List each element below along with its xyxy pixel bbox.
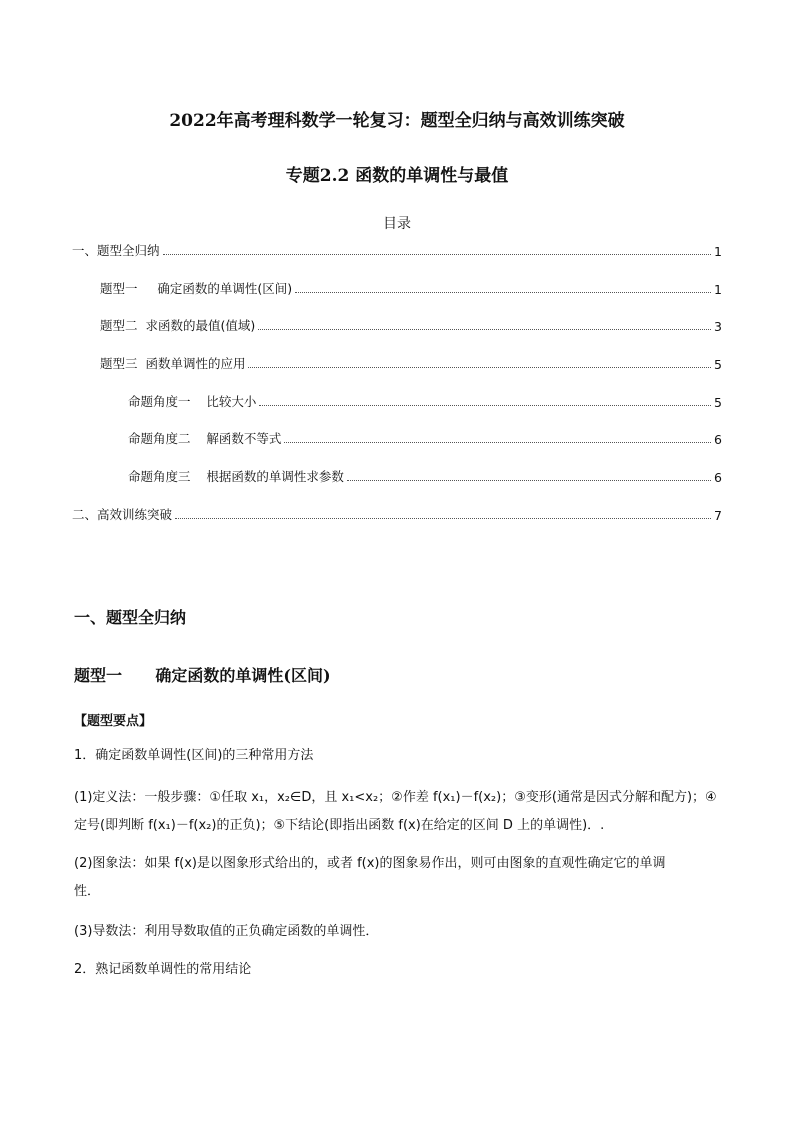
toc-entry[interactable] bbox=[100, 279, 722, 297]
toc-entry-label: 命题角度一 比较大小 bbox=[128, 394, 257, 409]
toc-entry[interactable] bbox=[100, 316, 722, 334]
toc-entry-page: 1 bbox=[714, 282, 722, 297]
toc-leader-dots bbox=[248, 366, 711, 368]
toc-leader-dots bbox=[295, 291, 711, 293]
topic-key-points-tag: 【题型要点】 bbox=[74, 714, 153, 729]
toc-entry-label: 命题角度三 根据函数的单调性求参数 bbox=[128, 469, 344, 484]
toc-heading: 目录 bbox=[383, 216, 411, 232]
list-item: 2．熟记函数单调性的常用结论 bbox=[74, 962, 252, 977]
toc-leader-dots bbox=[259, 404, 711, 406]
toc-entry-page: 5 bbox=[714, 357, 722, 372]
toc-entry-label: 题型一 确定函数的单调性(区间) bbox=[100, 281, 293, 296]
toc-entry[interactable] bbox=[100, 354, 722, 372]
list-item: 1．确定函数单调性(区间)的三种常用方法 bbox=[74, 748, 314, 763]
paragraph-line: 定号(即判断 f(x₁)－f(x₂)的正负)；⑤下结论(即指出函数 f(x)在给定的区间 D 上的单调性)．. bbox=[74, 818, 605, 833]
toc-entry[interactable] bbox=[128, 429, 722, 447]
paragraph-line: 性． bbox=[74, 884, 101, 899]
toc-entry-page: 5 bbox=[714, 395, 722, 410]
paragraph-graph-method bbox=[74, 850, 722, 906]
topic-heading: 题型一 确定函数的单调性(区间) bbox=[74, 666, 331, 685]
toc-entry-page: 6 bbox=[714, 432, 722, 447]
toc-entry[interactable] bbox=[128, 467, 722, 485]
document-title: 2022年高考理科数学一轮复习：题型全归纳与高效训练突破 bbox=[169, 111, 625, 131]
toc-leader-dots bbox=[284, 441, 711, 443]
document-subtitle: 专题2.2 函数的单调性与最值 bbox=[285, 166, 509, 186]
toc-entry-label: 命题角度二 解函数不等式 bbox=[128, 431, 282, 446]
toc-entry-label: 二、高效训练突破 bbox=[72, 507, 173, 522]
toc-entry-page: 3 bbox=[714, 319, 722, 334]
toc-leader-dots bbox=[175, 517, 711, 519]
toc-entry-label: 题型三 函数单调性的应用 bbox=[100, 356, 246, 371]
toc-entry-page: 6 bbox=[714, 470, 722, 485]
toc-entry-label: 一、题型全归纳 bbox=[72, 243, 160, 258]
toc-entry-label: 题型二 求函数的最值(值域) bbox=[100, 318, 256, 333]
toc-leader-dots bbox=[258, 328, 711, 330]
toc-leader-dots bbox=[347, 479, 711, 481]
toc-entry[interactable] bbox=[72, 505, 722, 523]
section-heading: 一、题型全归纳 bbox=[74, 608, 187, 627]
paragraph-line: (2)图象法：如果 f(x)是以图象形式给出的，或者 f(x)的图象易作出，则可由图象的直观性确定它的单调 bbox=[74, 856, 666, 871]
paragraph-line: (1)定义法：一般步骤：①任取 x₁，x₂∈D，且 x₁<x₂；②作差 f(x₁)－f(x₂)；③变形(通常是因式分解和配方)；④ bbox=[74, 790, 717, 805]
toc-entry[interactable] bbox=[128, 392, 722, 410]
toc-entry-page: 7 bbox=[714, 508, 722, 523]
toc-leader-dots bbox=[163, 253, 712, 255]
paragraph-derivative-method: (3)导数法：利用导数取值的正负确定函数的单调性． bbox=[74, 924, 379, 939]
paragraph-definition-method bbox=[74, 784, 722, 840]
toc-entry-page: 1 bbox=[714, 244, 722, 259]
toc-entry[interactable] bbox=[72, 241, 722, 259]
